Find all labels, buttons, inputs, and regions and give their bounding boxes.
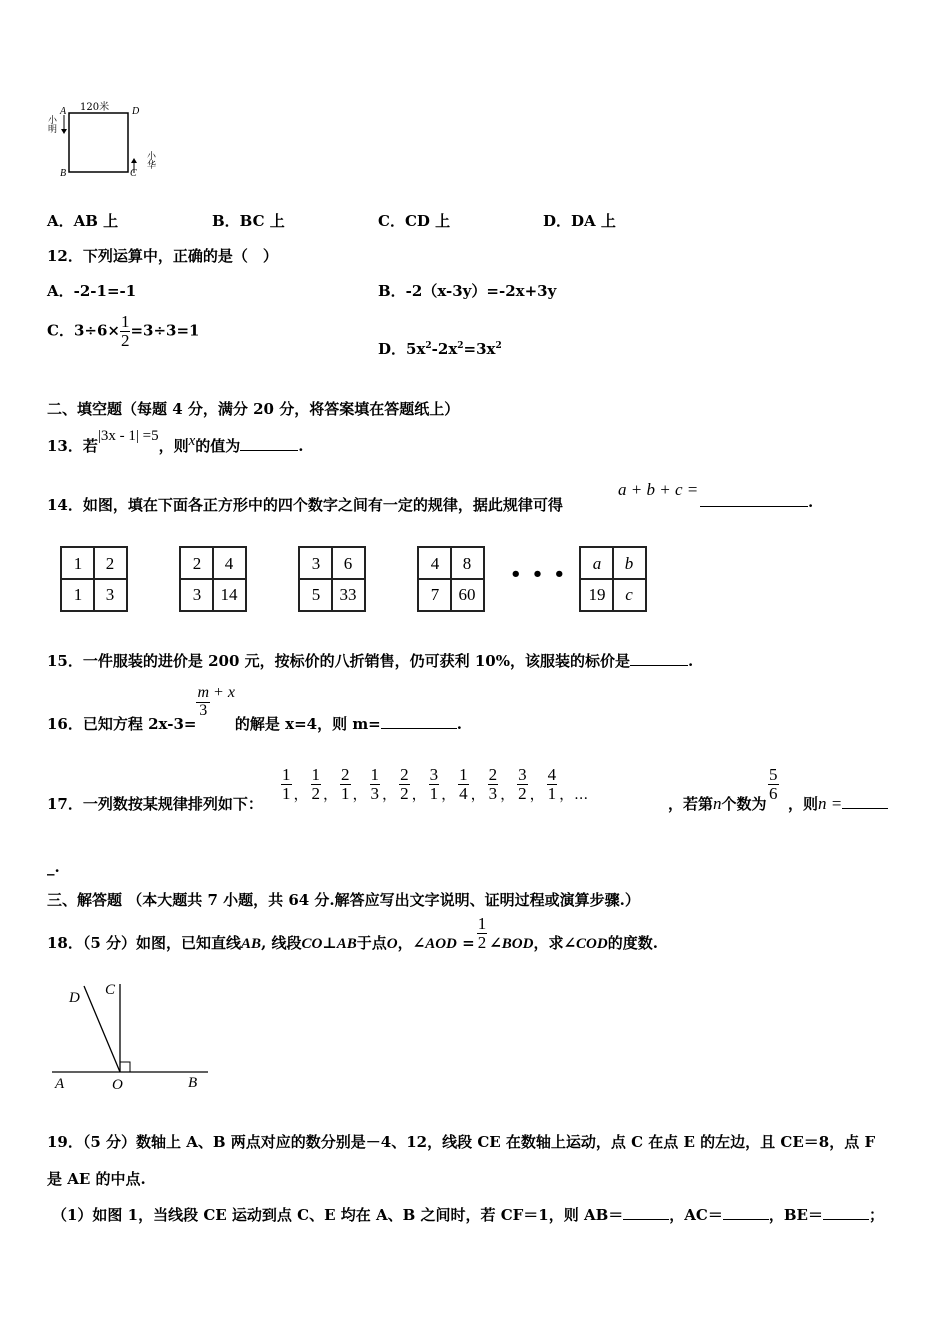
q17-seq-separator: ， [529,784,545,803]
q16-answer-blank[interactable] [381,727,457,729]
q14-square-3 [298,546,366,612]
fig11-corner-b: B [60,168,67,179]
q16-end: . [456,715,462,734]
q17-seq-fraction [488,766,499,803]
q14-answer[interactable] [700,493,813,511]
q13-var: x [188,433,196,449]
q17-tail: _. [47,858,60,876]
q12-frac-num: 1 [120,312,130,331]
q14-sq4-bl: 7 [430,585,440,604]
q12-option-a[interactable]: A．-2-1=-1 [47,282,137,300]
q13-expression: |3x - 1| =5 [97,428,159,444]
q14-sq5-br: c [625,585,633,604]
q19-line2: 是 AE 的中点. [47,1170,146,1188]
q17-seq-den: 2 [311,783,321,803]
fig11-figure [40,95,180,190]
q14-square-4 [417,546,485,612]
q17-seq-separator: ， [382,784,398,803]
q12-option-d[interactable] [378,338,502,359]
q12-d-exp1: 2 [425,341,432,351]
fig18-label-a: A [55,1076,65,1092]
fig18-label-c: C [105,982,116,998]
q14-answer-blank[interactable] [700,505,808,507]
q14-text: 14．如图，填在下面各正方形中的四个数字之间有一定的规律，据此规律可得 [47,496,563,514]
q18-c2: 于点 [356,934,387,953]
q17-mid3: ，则 [788,795,819,813]
fig11-corner-a: A [60,106,67,117]
q18-ab2: AB [336,936,357,953]
q17-seq-den: 2 [400,783,409,803]
q16-frac-den: 3 [196,702,210,720]
q13-pre: 13．若 [47,437,98,455]
q17-target-den: 6 [769,783,778,803]
q14-sq1-tr: 2 [105,554,115,573]
q19-line1: 19．（5 分）数轴上 A、B 两点对应的数分别是－4、12，线段 CE 在数轴上运动，点 C 在点 E 的左边，且 CE＝8，点 F [47,1133,876,1151]
q13-end: . [298,437,304,455]
fig18-label-b: B [188,1075,198,1091]
fig11-right-arrowhead [131,158,137,163]
q19-ac-blank[interactable] [723,1218,769,1220]
fig18-label-o: O [112,1077,123,1093]
q14-sq2-bl: 3 [192,585,202,604]
q13-post: 的值为 [195,437,241,455]
q19-line3-be: ，BE＝ [768,1206,823,1224]
q17-target-frac [768,766,779,803]
q17-seq-num: 1 [282,765,291,784]
q18-pre: 18．（5 分）如图，已知直线 [47,934,242,953]
q19-ab-blank[interactable] [623,1218,669,1220]
q16-post: 的解是 x=4，则 m= [234,715,381,734]
q13-answer-blank[interactable] [240,449,298,451]
q14-sq3-tl: 3 [311,554,321,573]
q16-plus-x: + x [213,684,235,702]
q17-seq-den: 1 [282,783,291,803]
q17-seq-num: 2 [488,765,498,784]
q18-bod: BOD [501,936,534,953]
q14-square-2 [179,546,247,612]
q17-seq-fraction [340,766,351,803]
q15 [47,650,693,671]
q17-eq: n = [818,794,843,813]
q11-option-b[interactable]: B．BC 上 [212,212,285,230]
q17-end [788,793,888,814]
q16-pre: 16．已知方程 2x-3= [47,715,197,734]
q14-square-5 [579,546,647,612]
q18-post: 的度数. [607,934,658,953]
q19-line3-ac: ，AC＝ [669,1206,723,1224]
q18-frac-den: 2 [477,932,487,952]
fig18-label-d: D [69,990,80,1006]
q17-seq-fraction [517,766,528,803]
q18-aod: AOD [425,936,457,953]
fig11-left-arrowhead [61,129,67,134]
q12-option-c-post: =3÷3=1 [130,321,200,340]
q17-seq-num: 4 [547,765,557,784]
q17-seq-ellipsis: … [574,786,589,803]
q13 [47,428,304,456]
q17-seq-den: 4 [459,783,468,803]
q14-sq2-br: 14 [220,585,238,604]
q18-perp: ⊥ [322,934,337,953]
q17-target-num: 5 [769,765,778,784]
q14-sq4-br: 60 [458,585,476,604]
q18 [47,915,658,952]
q17-var-n: n [713,794,722,813]
q17-seq-num: 2 [400,765,409,784]
q17-answer-blank[interactable] [842,807,888,809]
q17-seq-separator: ， [352,784,368,803]
q14-sq1-tl: 1 [73,554,83,573]
q17-mid-text: ，若第 [668,795,714,813]
q12-d-mid2: =3x [463,340,496,358]
q12-frac-den: 2 [120,330,130,350]
q17-seq-separator: ， [323,784,339,803]
q18-cod: COD [576,936,608,953]
q15-text: 15．一件服装的进价是 200 元，按标价的八折销售，仍可获利 10%，该服装的标价是 [47,652,630,670]
q14-sq2-tl: 2 [192,554,202,573]
q17-seq-num: 3 [518,765,527,784]
q15-end: . [687,652,694,670]
q18-o: O [386,936,398,953]
q14-sq2-tr: 4 [224,554,234,573]
q17-pre: 17．一列数按某规律排列如下： [47,795,263,813]
q16 [47,684,462,734]
q18-co: CO [301,936,323,953]
q18-frac-num: 1 [477,914,487,933]
q17-seq-fraction [547,766,558,803]
q17-seq-den: 2 [518,783,527,803]
q17-seq-separator: ， [559,784,575,803]
q12-option-c[interactable] [47,313,199,350]
q17-seq-num: 3 [429,765,439,784]
q14-sq3-br: 33 [339,585,357,604]
q18-angle: ∠ [489,934,502,953]
q16-fraction [196,685,210,720]
q17-seq-num: 1 [311,765,321,784]
q17-seq-num: 1 [459,765,468,784]
q17-mid [668,793,767,814]
q17-mid2: 个数为 [721,795,767,813]
q14-sq4-tl: 4 [430,554,440,573]
q18-fraction [477,915,488,952]
q14-square-1 [60,546,128,612]
q18-c3: ，∠ [397,934,426,953]
q17-seq-separator: ， [470,784,486,803]
q17-seq-den: 3 [488,783,498,803]
q17-seq-fraction [281,766,292,803]
fig11-top-label: 120米 [80,102,110,113]
q19-be-blank[interactable] [823,1218,869,1220]
q17-seq-num: 1 [370,765,380,784]
q17-seq-den: 1 [429,783,439,803]
q12-stem: 12．下列运算中，正确的是（ ） [47,247,278,265]
q18-c1: , 线段 [261,934,302,953]
q17-target-fraction [768,766,779,803]
q14-sq3-bl: 5 [311,585,321,604]
q12-option-c-pre: C．3÷6× [47,321,120,340]
q17-seq-fraction [370,766,381,803]
q17-seq-separator: ， [293,784,309,803]
q11-option-c[interactable]: C．CD 上 [378,212,451,230]
fig11-square [69,113,128,172]
q14-ellipsis: • • • [510,564,568,585]
q17-seq-den: 1 [547,783,557,803]
q17-seq-fraction [429,766,440,803]
q12-option-b[interactable]: B．-2（x-3y）=-2x+3y [378,282,557,300]
q14-sq5-bl: 19 [588,585,606,604]
fig11-corner-c: C [130,168,137,179]
q14-sq1-bl: 1 [73,585,83,604]
q17-seq-den: 1 [341,783,350,803]
q16-frac-num: m [197,684,210,701]
q11-option-d[interactable]: D．DA 上 [543,212,616,230]
fig11-left-person: 小明 [46,115,56,133]
fig18-figure [48,978,213,1098]
q14-sq5-tr: b [624,554,634,573]
q17-seq-den: 3 [370,783,380,803]
q19-line3 [52,1204,884,1225]
fig11-corner-d: D [132,106,140,117]
q12-d-pre: D．5x [378,340,426,358]
q11-option-a[interactable]: A．AB 上 [47,212,119,230]
section3-heading: 三、解答题 （本大题共 7 小题，共 64 分.解答应写出文字说明、证明过程或演算步骤.） [47,891,640,909]
q18-c4: ，求∠ [533,934,577,953]
q17-seq-num: 2 [341,765,350,784]
q14-end: . [808,493,814,511]
q17-seq-separator: ， [411,784,427,803]
q17-seq-fraction [311,766,322,803]
q14-sq1-br: 3 [105,585,115,604]
q12-d-exp3: 2 [495,341,502,351]
q19-line3-pre: （1）如图 1，当线段 CE 运动到点 C、E 均在 A、B 之间时，若 CF＝1，则 AB＝ [52,1206,624,1224]
q14-sq5-tl: a [592,554,602,573]
q17-seq-separator: ， [500,784,516,803]
q14-sq4-tr: 8 [462,554,472,573]
q14-sq3-tr: 6 [343,554,353,573]
q17-sequence [279,766,588,803]
fig18-right-angle-mark [120,1062,130,1072]
q17-seq-fraction [458,766,469,803]
q18-ab: AB [241,936,262,953]
q12-d-exp2: 2 [457,341,464,351]
q17-seq-separator: ， [441,784,457,803]
q13-mid: ，则 [158,437,189,455]
q14-expression: a + b + c = [618,480,699,499]
q18-eq: = [456,934,475,953]
q15-answer-blank[interactable] [630,664,688,666]
q17-seq-fraction [399,766,410,803]
section2-heading: 二、填空题（每题 4 分，满分 20 分，将答案填在答题纸上） [47,400,460,418]
fig11-right-person: 小华 [145,151,155,169]
q12-option-c-fraction [120,313,131,350]
q12-d-mid1: -2x [431,340,458,358]
q19-line3-end: ； [868,1206,884,1224]
